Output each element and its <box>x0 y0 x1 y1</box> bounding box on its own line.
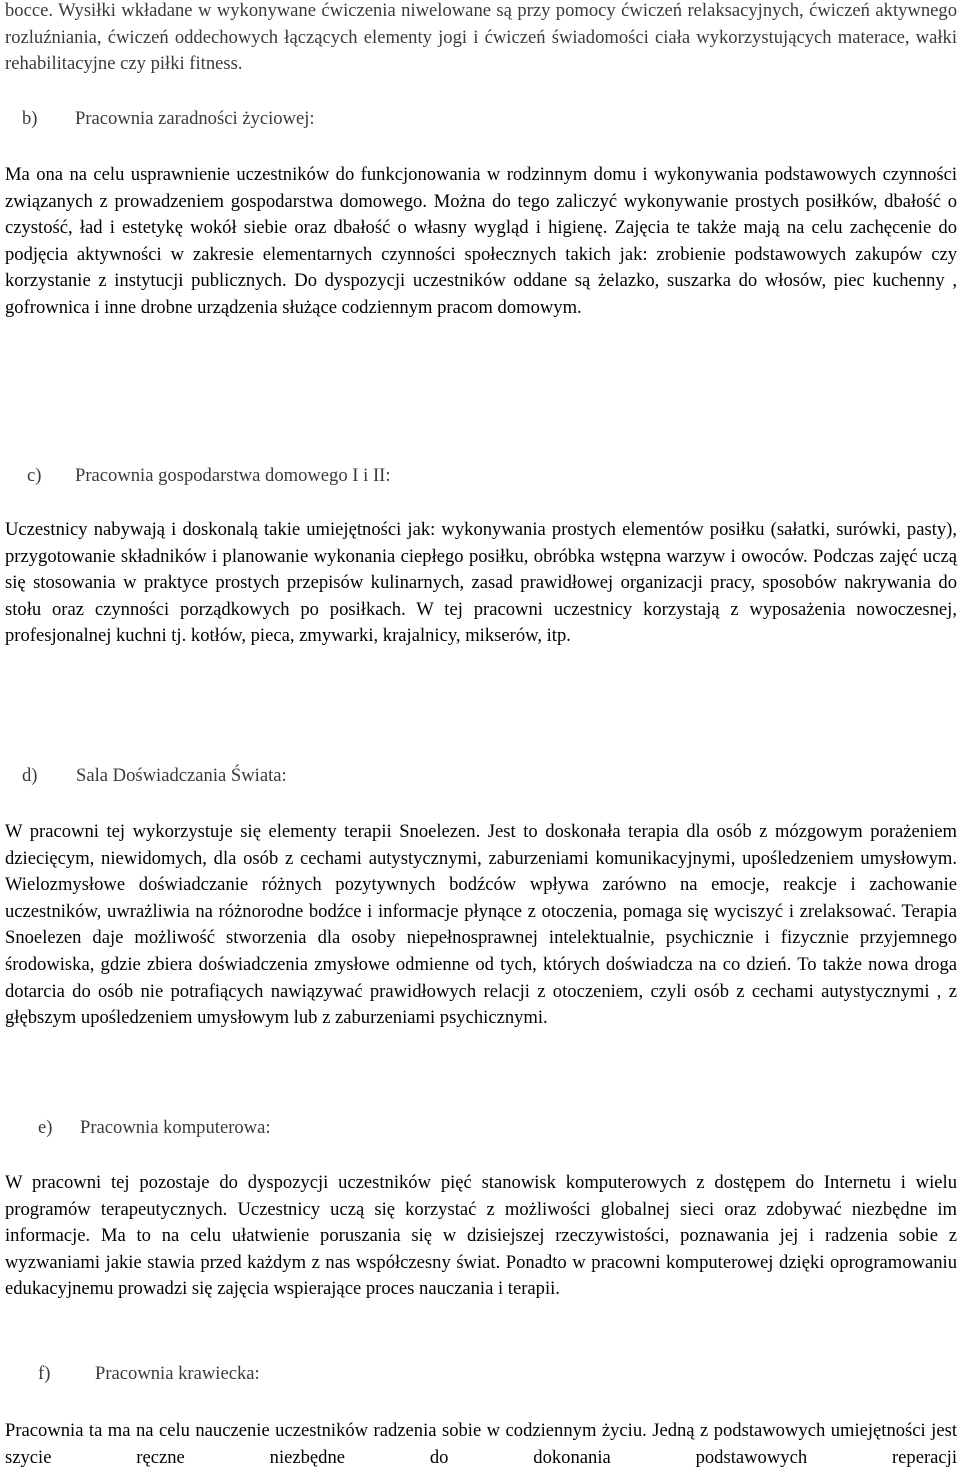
section-body-f: Pracownia ta ma na celu nauczenie uczestników radzenia sobie w codziennym życiu. Jedną z podstawowych umiejętności jest szycie ręczne niezbędne do dokonania podstawowych reperacji <box>5 1420 957 1468</box>
section-title-f: Pracownia krawiecka: <box>95 1363 260 1384</box>
section-letter-f: f) <box>38 1363 51 1384</box>
section-letter-b: b) <box>22 108 38 129</box>
section-body-c: Uczestnicy nabywają i doskonalą takie umiejętności jak: wykonywania prostych elementów posiłku (sałatki, surówki, pasty), przygotowanie składników i planowanie wykonania ciepłego posiłku, obróbka wstępna warzyw i owoców. Podczas zajęć uczą się stosowania w praktyce prostych przepisów kulinarnych, zasad prawidłowej organizacji pracy, sposobów nakrywania do stołu oraz czynności porządkowych po posiłkach. W tej pracowni uczestnicy korzystają z wyposażenia nowoczesnej, profesjonalnej kuchni tj. kotłów, pieca, zmywarki, krajalnicy, mikserów, itp. <box>5 519 957 647</box>
section-heading-c <box>27 463 391 490</box>
section-letter-e: e) <box>38 1117 53 1138</box>
section-title-e: Pracownia komputerowa: <box>80 1117 271 1138</box>
section-title-b: Pracownia zaradności życiowej: <box>75 108 315 129</box>
intro-paragraph: bocce. Wysiłki wkładane w wykonywane ćwiczenia niwelowane są przy pomocy ćwiczeń relaksacyjnych, ćwiczeń aktywnego rozluźniania, ćwiczeń oddechowych łączących elementy jogi i ćwiczeń świadomości ciała wykorzystujących materace, wałki rehabilitacyjne czy piłki fitness. <box>5 0 957 75</box>
section-title-c: Pracownia gospodarstwa domowego I i II: <box>75 465 391 486</box>
section-letter-c: c) <box>27 465 42 486</box>
section-letter-d: d) <box>22 765 38 786</box>
section-heading-e <box>38 1115 271 1142</box>
section-heading-f <box>38 1361 260 1388</box>
section-heading-b <box>22 106 315 133</box>
section-title-d: Sala Doświadczania Świata: <box>76 765 287 786</box>
section-heading-d <box>22 763 287 790</box>
section-body-d: W pracowni tej wykorzystuje się elementy terapii Snoelezen. Jest to doskonała terapia dla osób z mózgowym porażeniem dziecięcym, niewidomych, dla osób z cechami autystycznymi, zaburzeniami komunikacyjnymi, upośledzeniem umysłowym. Wielozmysłowe doświadczanie różnych pozytywnych bodźców wpływa zarówno na emocje, reakcje i zachowanie uczestników, uwrażliwia na różnorodne bodźce i informacje płynące z otoczenia, pomaga się wyciszyć i zrelaksować. Terapia Snoelezen daje możliwość stworzenia dla osoby niepełnosprawnej intelektualnie, psychicznie i fizycznie przyjemnego środowiska, gdzie zbiera doświadczenia zmysłowe odmienne od tych, których doświadcza na co dzień. To także nowa droga dotarcia do osób nie potrafiących nawiązywać prawidłowych relacji z otoczeniem, czyli osób z cechami autystycznymi , z głębszym upośledzeniem umysłowym lub z zaburzeniami psychicznymi. <box>5 821 957 1029</box>
section-body-e: W pracowni tej pozostaje do dyspozycji uczestników pięć stanowisk komputerowych z dostępem do Internetu i wielu programów terapeutycznych. Uczestnicy uczą się korzystać z możliwości globalnej sieci oraz zdobywać niezbędne im informacje. Ma to na celu ułatwienie poruszania się w dzisiejszej rzeczywistości, poznawania jej i radzenia sobie z wyzwaniami jakie stawia przed każdym z nas współczesny świat. Ponadto w pracowni komputerowej dzięki oprogramowaniu edukacyjnemu prowadzi się zajęcia wspierające proces nauczania i terapii. <box>5 1172 957 1300</box>
section-body-b: Ma ona na celu usprawnienie uczestników do funkcjonowania w rodzinnym domu i wykonywania podstawowych czynności związanych z prowadzeniem gospodarstwa domowego. Można do tego zaliczyć wykonywanie prostych posiłków, dbałość o czystość, ład i estetykę wokół siebie oraz dbałość o własny wygląd i higienę. Zajęcia te także mają na celu zachęcenie do podjęcia aktywności w zakresie elementarnych czynności społecznych takich jak: zrobienie podstawowych zakupów czy korzystanie z instytucji publicznych. Do dyspozycji uczestników oddane są żelazko, suszarka do włosów, piec kuchenny , gofrownica i inne drobne urządzenia służące codziennym pracom domowym. <box>5 164 957 318</box>
